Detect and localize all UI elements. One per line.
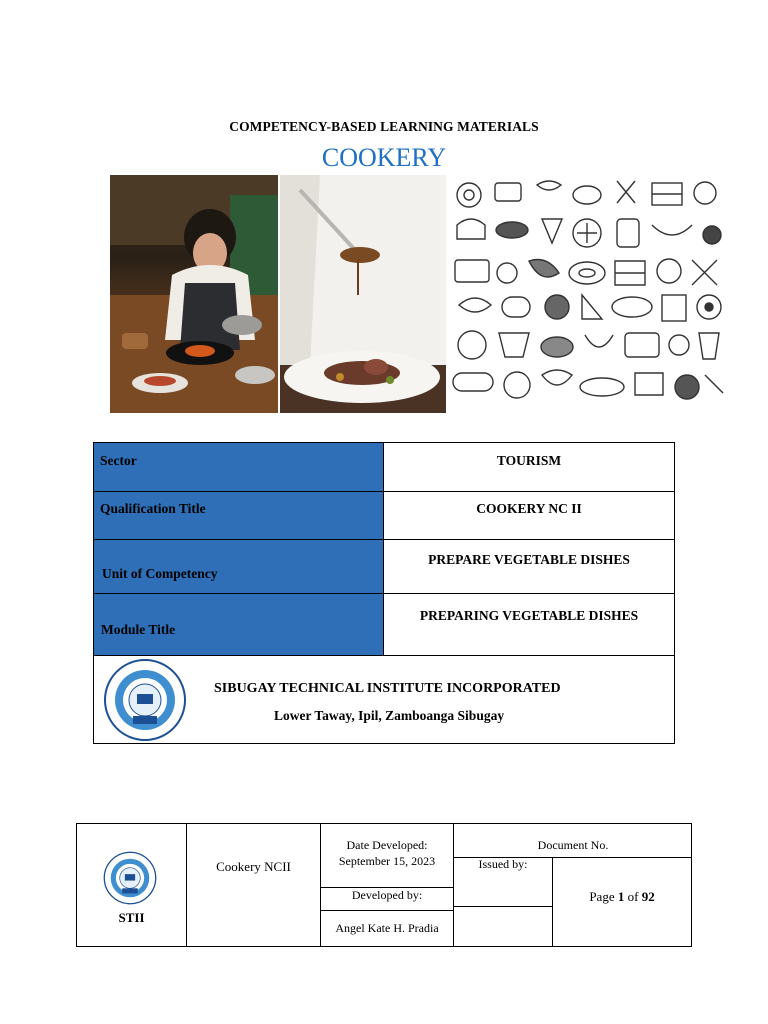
qualification-label-cell bbox=[94, 492, 384, 539]
developed-by-value: Angel Kate H. Pradia bbox=[335, 921, 439, 935]
qualification-value: COOKERY NC II bbox=[476, 501, 582, 516]
page-prefix: Page bbox=[589, 889, 615, 904]
sector-value-cell bbox=[384, 443, 674, 491]
institute-row bbox=[94, 656, 674, 743]
document-no-label: Document No. bbox=[537, 838, 609, 852]
chef-plating-photo bbox=[110, 175, 278, 413]
footer-seal-logo bbox=[101, 851, 159, 905]
institute-address: Lower Taway, Ipil, Zamboanga Sibugay bbox=[274, 708, 505, 723]
page-total: 92 bbox=[641, 889, 655, 904]
footer-divider bbox=[320, 910, 453, 911]
footer-divider bbox=[453, 906, 553, 907]
sector-value: TOURISM bbox=[496, 453, 562, 468]
module-label-cell bbox=[94, 594, 384, 655]
unit-value-cell bbox=[384, 540, 674, 593]
module-value-cell bbox=[384, 594, 674, 655]
module-info-table bbox=[93, 442, 675, 744]
issued-by-label: Issued by: bbox=[478, 857, 528, 871]
developed-by-label: Developed by: bbox=[351, 888, 423, 902]
footer-org-abbrev: STII bbox=[118, 910, 145, 925]
page-of: of bbox=[627, 889, 639, 904]
sector-row bbox=[94, 443, 674, 492]
institute-name: SIBUGAY TECHNICAL INSTITUTE INCORPORATED bbox=[214, 681, 561, 696]
sector-label-cell bbox=[94, 443, 384, 491]
module-row bbox=[94, 594, 674, 656]
document-footer-table bbox=[76, 823, 692, 947]
page-current: 1 bbox=[617, 889, 625, 904]
qualification-label: Qualification Title bbox=[100, 501, 206, 516]
date-developed-value: September 15, 2023 bbox=[338, 854, 436, 868]
institute-seal-logo bbox=[100, 658, 190, 742]
page-indicator bbox=[553, 889, 691, 905]
module-label: Module Title bbox=[101, 622, 176, 637]
document-title: COOKERY bbox=[321, 143, 447, 172]
sector-label: Sector bbox=[100, 453, 137, 468]
document-heading: COMPETENCY-BASED LEARNING MATERIALS bbox=[229, 119, 539, 134]
sauce-plating-photo bbox=[280, 175, 446, 413]
footer-course: Cookery NCII bbox=[216, 859, 291, 874]
unit-row bbox=[94, 540, 674, 594]
unit-value: PREPARE VEGETABLE DISHES bbox=[428, 552, 630, 567]
footer-divider bbox=[186, 824, 187, 946]
date-developed-label: Date Developed: bbox=[346, 838, 428, 852]
unit-label-cell bbox=[94, 540, 384, 593]
unit-label: Unit of Competency bbox=[102, 566, 218, 581]
qualification-value-cell bbox=[384, 492, 674, 539]
module-value: PREPARING VEGETABLE DISHES bbox=[419, 608, 639, 623]
food-doodle-illustration bbox=[447, 175, 728, 413]
qualification-row bbox=[94, 492, 674, 540]
